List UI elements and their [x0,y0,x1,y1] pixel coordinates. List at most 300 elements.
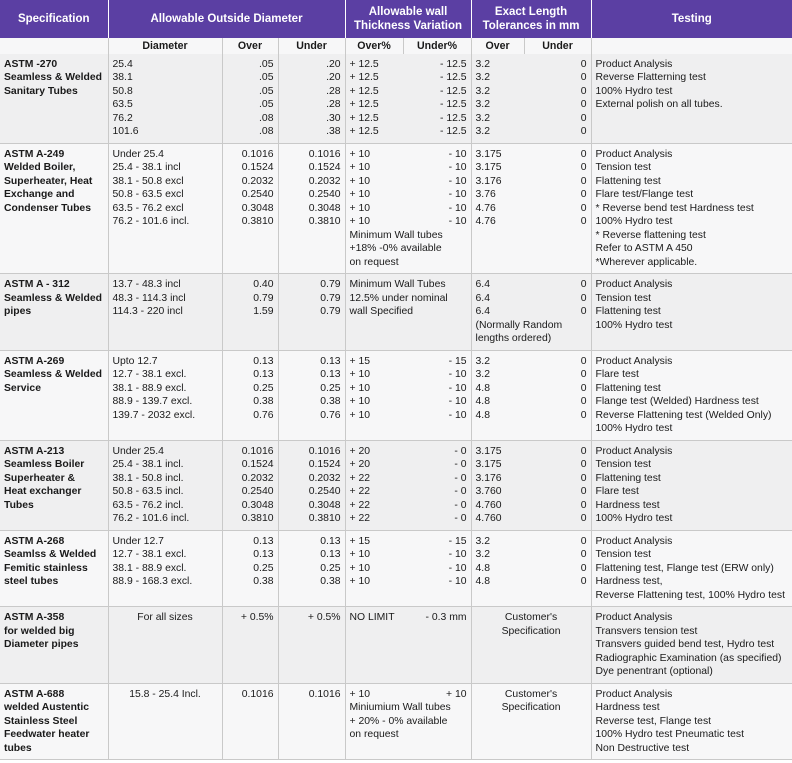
diameter-value: 25.4 [112,58,133,70]
length-values [476,445,587,526]
subheader-over-pct: Over% [345,38,403,54]
wall-under-value: - 10 [448,202,467,214]
length-tolerance-cell [471,274,591,351]
diameter-value: 38.1 - 50.8 incl. [112,472,184,484]
od-over-value: 0.3810 [241,513,274,524]
wall-thickness-cell [345,143,471,274]
length-over-value: 3.2 [475,535,490,547]
length-over-value: 4.760 [475,513,502,524]
wall-thickness-cell [345,607,471,684]
od-over-cell [222,530,278,607]
testing-line: Tension test [595,162,651,173]
wall-over-value: + 10 [349,688,371,700]
od-under-value: 0.1016 [308,688,341,700]
od-over-value: + 0.5% [240,612,274,623]
od-over-cell [222,607,278,684]
testing-line: 100% Hydro test [595,423,673,434]
wall-over-value: + 22 [349,486,371,497]
subheader-under: Under [278,38,345,54]
testing-line: Tension test [595,292,651,304]
wall-under-value: - 12.5 [439,72,467,83]
od-over-value: .05 [259,58,274,70]
diameter-value: 13.7 - 48.3 incl [112,279,181,290]
od-under-value: 0.38 [320,396,341,407]
spec-line: Superheater, Heat [4,175,93,187]
spec-line: Seamless Boiler [4,459,85,470]
od-under-value: .20 [326,72,341,83]
od-under-value: .38 [326,126,341,137]
od-over-value: 0.1524 [241,459,274,470]
wall-over-value: + 12.5 [349,112,379,124]
spec-line: ASTM A-688 [4,688,65,700]
length-under-value: 0 [580,382,587,394]
od-under-value: 0.3810 [308,513,341,524]
od-over-value: 0.76 [253,409,274,421]
wall-over-column [350,148,409,229]
wall-under-value: - 15 [448,355,467,367]
od-over-value: 0.2540 [241,486,274,497]
od-under-value: .28 [326,85,341,97]
length-under-value: 0 [580,562,587,574]
length-under-value: 0 [580,58,587,70]
od-over-value: 0.13 [253,549,274,560]
wall-note-line: 12.5% under nominal [349,292,448,304]
testing-line: Flare test [595,486,639,497]
diameter-value: Upto 12.7 [112,355,158,367]
header-outside-diameter: Allowable Outside Diameter [108,0,345,38]
wall-thickness-cell [345,350,471,440]
spec-line: ASTM A-269 [4,355,65,367]
length-note-line: lengths ordered) [475,333,552,344]
length-over-value: 6.4 [475,306,490,317]
header-testing: Testing [591,0,792,38]
length-under-value: 0 [580,486,587,497]
diameter-cell [108,683,222,760]
spec-line: Superheater & [4,472,76,484]
length-under-value: 0 [580,175,587,187]
diameter-value: 12.7 - 38.1 excl. [112,549,187,560]
testing-line: *Wherever applicable. [595,256,698,268]
od-over-value: 0.79 [253,292,274,304]
spec-cell [0,143,108,274]
wall-over-column [350,611,409,625]
spec-section-row [0,350,792,440]
length-values [476,148,587,229]
length-over-value: 3.2 [475,72,490,83]
wall-over-value: + 10 [349,175,371,187]
testing-line: Flare test/Flange test [595,189,694,200]
diameter-cell [108,54,222,144]
od-under-value: .20 [326,58,341,70]
length-over-value: 3.76 [475,189,496,200]
wall-over-column [350,688,409,702]
testing-line: 100% Hydro test [595,513,673,524]
wall-over-value: + 12.5 [349,72,379,83]
length-values [476,355,587,423]
wall-under-column [408,445,467,526]
diameter-value: 25.4 - 38.1 incl. [112,459,184,470]
spec-section-row [0,54,792,144]
wall-note-line: + 20% - 0% available [349,715,448,727]
diameter-value: 114.3 - 220 incl [112,306,183,317]
wall-over-value: + 15 [349,355,371,367]
od-under-value: 0.79 [320,279,341,290]
header-wall-thickness [345,0,471,38]
od-under-value: + 0.5% [307,612,341,623]
subheader-under-pct: Under% [403,38,471,54]
length-over-value: 3.176 [475,472,502,484]
wall-under-value: - 15 [448,535,467,547]
header-row [0,0,792,38]
length-under-value: 0 [580,445,587,457]
od-under-value: 0.3048 [308,202,341,214]
wall-under-value: - 0 [454,459,467,470]
diameter-value: Under 12.7 [112,535,164,547]
od-over-value: 0.1524 [241,162,274,173]
testing-line: Product Analysis [595,148,673,160]
wall-under-value: - 12.5 [439,99,467,110]
od-over-cell [222,440,278,530]
length-over-column [476,58,532,139]
length-over-value: 3.175 [475,162,502,173]
length-over-value: 3.2 [475,85,490,97]
od-under-value: 0.76 [320,409,341,421]
wall-note-line: wall Specified [349,306,414,317]
length-under-value: 0 [580,459,587,470]
wall-under-value: - 0 [454,486,467,497]
od-over-value: 0.13 [253,535,274,547]
wall-over-value: + 12.5 [349,58,379,70]
length-under-value: 0 [580,306,587,317]
wall-values [350,611,467,625]
subheader-row [0,38,792,54]
length-under-value: 0 [580,292,587,304]
length-under-value: 0 [580,409,587,421]
wall-under-value: - 10 [448,576,467,587]
od-over-cell [222,274,278,351]
od-over-value: 0.25 [253,382,274,394]
testing-line: Refer to ASTM A 450 [595,243,693,254]
length-under-column [531,445,587,526]
testing-line: Tension test [595,549,651,560]
wall-over-value: + 10 [349,202,371,214]
length-tolerance-cell [471,440,591,530]
diameter-value: 50.8 [112,85,133,97]
wall-over-value: + 12.5 [349,99,379,110]
subheader-over: Over [222,38,278,54]
testing-line: Transvers tension test [595,625,698,637]
length-over-value: 4.8 [475,576,490,587]
wall-under-value: + 10 [446,688,467,700]
od-over-value: 0.25 [253,562,274,574]
wall-note-line: Minimum Wall Tubes [349,279,446,290]
subheader-length-over: Over [471,38,524,54]
length-under-value: 0 [580,279,587,290]
od-under-cell [278,54,345,144]
length-over-column [476,535,532,589]
od-over-cell [222,54,278,144]
testing-line: Product Analysis [595,445,673,457]
length-tolerance-cell [471,530,591,607]
od-under-value: 0.79 [320,306,341,317]
wall-over-value: + 12.5 [349,126,379,137]
length-over-value: 4.8 [475,396,490,407]
length-under-value: 0 [580,472,587,484]
wall-under-value: - 12.5 [439,85,467,97]
od-under-cell [278,143,345,274]
diameter-value: 63.5 - 76.2 incl. [112,499,184,511]
length-over-column [476,278,532,319]
diameter-value: 76.2 [112,112,133,124]
diameter-cell [108,440,222,530]
diameter-value: 76.2 - 101.6 incl. [112,216,190,227]
length-under-value: 0 [580,99,587,110]
testing-line: 100% Hydro test [595,216,673,227]
spec-section-row [0,530,792,607]
od-under-value: 0.38 [320,576,341,587]
spec-line: Welded Boiler, [4,162,76,173]
spec-line: ASTM A-358 [4,612,65,623]
length-note-line: Customer's [504,688,558,700]
wall-under-column [408,148,467,229]
length-note-line: Customer's [504,612,558,623]
diameter-value: 88.9 - 168.3 excl. [112,576,193,587]
wall-note-line: on request [349,729,399,740]
od-over-value: 0.1016 [241,148,274,160]
testing-line: 100% Hydro test [595,85,673,97]
spec-line: Heat exchanger [4,486,82,497]
od-under-value: 0.25 [320,562,341,574]
length-over-value: 4.8 [475,409,490,421]
wall-note-line: Minimum Wall tubes [349,229,443,241]
od-under-value: 0.13 [320,535,341,547]
diameter-cell [108,274,222,351]
wall-note-line: +18% -0% available [349,243,442,254]
diameter-value: Under 25.4 [112,445,164,457]
wall-under-value: - 12.5 [439,58,467,70]
wall-under-value: - 0 [454,445,467,457]
header-wall-line1: Allowable wall [368,6,448,18]
wall-over-value: + 10 [349,562,371,574]
spec-line: Stainless Steel [4,715,78,727]
diameter-value: 25.4 - 38.1 incl [112,162,181,173]
testing-line: Product Analysis [595,612,673,623]
testing-line: External polish on all tubes. [595,99,723,110]
spec-line: welded Austentic [4,702,90,713]
length-over-value: 3.175 [475,459,502,470]
length-tolerance-cell [471,143,591,274]
wall-over-value: + 10 [349,369,371,380]
od-over-value: 0.3810 [241,216,274,227]
testing-cell [591,143,792,274]
length-tolerance-cell [471,683,591,760]
spec-section-row [0,274,792,351]
od-over-value: 0.2540 [241,189,274,200]
subheader-blank-testing [591,38,792,54]
od-over-value: 0.13 [253,355,274,367]
wall-note-line: Miniumium Wall tubes [349,702,451,713]
length-under-value: 0 [580,499,587,511]
length-over-column [476,445,532,526]
header-specification: Specification [0,0,108,38]
od-under-value: 0.2540 [308,486,341,497]
od-over-value: 0.40 [253,279,274,290]
wall-values [350,535,467,589]
od-under-value: 0.13 [320,549,341,560]
diameter-cell [108,530,222,607]
wall-under-column [408,58,467,139]
wall-under-column [408,355,467,423]
od-under-value: 0.3048 [308,499,341,511]
length-over-value: 3.2 [475,112,490,124]
spec-section-row [0,607,792,684]
testing-cell [591,440,792,530]
spec-line: Tubes [4,499,34,511]
wall-thickness-cell [345,274,471,351]
testing-line: Flange test (Welded) Hardness test [595,396,759,407]
spec-cell [0,607,108,684]
length-under-value: 0 [580,396,587,407]
wall-note-line: on request [349,256,399,268]
length-under-value: 0 [580,126,587,137]
spec-section-row [0,143,792,274]
length-values [476,535,587,589]
length-tolerance-cell [471,54,591,144]
wall-under-value: - 0.3 mm [425,612,467,623]
od-under-value: 0.1524 [308,162,341,173]
wall-over-value: + 10 [349,382,371,394]
testing-line: Tension test [595,459,651,470]
length-over-value: 3.2 [475,549,490,560]
header-length-tolerance [471,0,591,38]
length-over-value: 4.76 [475,202,496,214]
diameter-value: 88.9 - 139.7 excl. [112,396,193,407]
wall-over-value: + 22 [349,472,371,484]
wall-over-column [350,58,409,139]
wall-under-value: - 12.5 [439,126,467,137]
testing-line: 100% Hydro test Pneumatic test [595,729,744,740]
spec-line: Femitic stainless [4,562,88,574]
od-over-cell [222,683,278,760]
length-over-value: 4.760 [475,499,502,511]
diameter-value: 15.8 - 25.4 Incl. [129,688,201,700]
length-under-value: 0 [580,148,587,160]
testing-cell [591,607,792,684]
wall-over-value: + 10 [349,409,371,421]
length-under-value: 0 [580,85,587,97]
diameter-value: 50.8 - 63.5 excl [112,189,184,200]
spec-line: Sanitary Tubes [4,85,78,97]
wall-under-value: - 10 [448,162,467,173]
spec-line: Feedwater heater [4,729,90,740]
wall-under-value: - 10 [448,369,467,380]
diameter-value: 50.8 - 63.5 incl. [112,486,184,497]
spec-cell [0,683,108,760]
testing-line: Radiographic Examination (as specified) [595,652,782,664]
od-under-value: 0.1524 [308,459,341,470]
spec-section-row [0,440,792,530]
od-over-value: 0.2032 [241,175,274,187]
wall-over-value: + 10 [349,549,371,560]
testing-line: * Reverse flattening test [595,229,706,241]
subheader-blank [0,38,108,54]
length-over-value: 3.176 [475,175,502,187]
wall-over-value: + 10 [349,189,371,200]
wall-over-value: + 15 [349,535,371,547]
length-under-value: 0 [580,513,587,524]
testing-line: Product Analysis [595,535,673,547]
wall-values [350,148,467,229]
wall-values [350,355,467,423]
spec-line: Condenser Tubes [4,202,91,214]
testing-line: Reverse Flatterning test [595,72,706,83]
length-note-line: Specification [501,625,561,637]
spec-line: for welded big [4,625,75,637]
length-under-value: 0 [580,549,587,560]
od-over-value: 0.1016 [241,445,274,457]
wall-thickness-cell [345,54,471,144]
length-values [476,58,587,139]
wall-over-value: + 10 [349,216,371,227]
testing-line: Transvers guided bend test, Hydro test [595,639,775,650]
testing-cell [591,350,792,440]
od-under-cell [278,440,345,530]
od-under-value: 0.2540 [308,189,341,200]
diameter-value: 76.2 - 101.6 incl. [112,513,190,524]
testing-line: Flattening test [595,306,661,317]
spec-line: Seamless & Welded [4,72,102,83]
length-under-value: 0 [580,162,587,173]
subheader-diameter: Diameter [108,38,222,54]
spec-line: ASTM A-213 [4,445,65,457]
od-under-value: 0.25 [320,382,341,394]
spec-line: ASTM A - 312 [4,279,70,290]
wall-thickness-cell [345,683,471,760]
diameter-value: For all sizes [137,612,193,623]
spec-line: Seamless & Welded [4,369,102,380]
length-tolerance-cell [471,350,591,440]
od-over-value: .08 [259,126,274,137]
od-under-value: .28 [326,99,341,110]
subheader-length-under: Under [524,38,591,54]
od-over-value: 0.2032 [241,472,274,484]
testing-line: Flare test [595,369,639,380]
od-over-value: 0.38 [253,576,274,587]
spec-cell [0,54,108,144]
spec-line: ASTM A-249 [4,148,65,160]
spec-line: ASTM -270 [4,58,58,70]
wall-under-column [408,688,467,702]
length-over-value: 4.8 [475,562,490,574]
wall-over-value: + 20 [349,445,371,457]
diameter-value: 48.3 - 114.3 incl [112,292,186,304]
length-under-value: 0 [580,576,587,587]
testing-line: Flattening test [595,175,661,187]
testing-line: Reverse Flattening test, 100% Hydro test [595,589,785,601]
length-over-value: 3.2 [475,369,490,380]
diameter-value: 101.6 [112,126,139,137]
testing-line: Product Analysis [595,58,673,70]
diameter-value: 63.5 - 76.2 excl [112,202,184,214]
spec-line: pipes [4,306,32,317]
spec-cell [0,440,108,530]
testing-line: Reverse Flattening test (Welded Only) [595,409,772,421]
od-over-value: .05 [259,99,274,110]
wall-under-column [408,611,467,625]
od-over-value: 0.1016 [241,688,274,700]
testing-line: Non Destructive test [595,742,690,754]
testing-cell [591,683,792,760]
